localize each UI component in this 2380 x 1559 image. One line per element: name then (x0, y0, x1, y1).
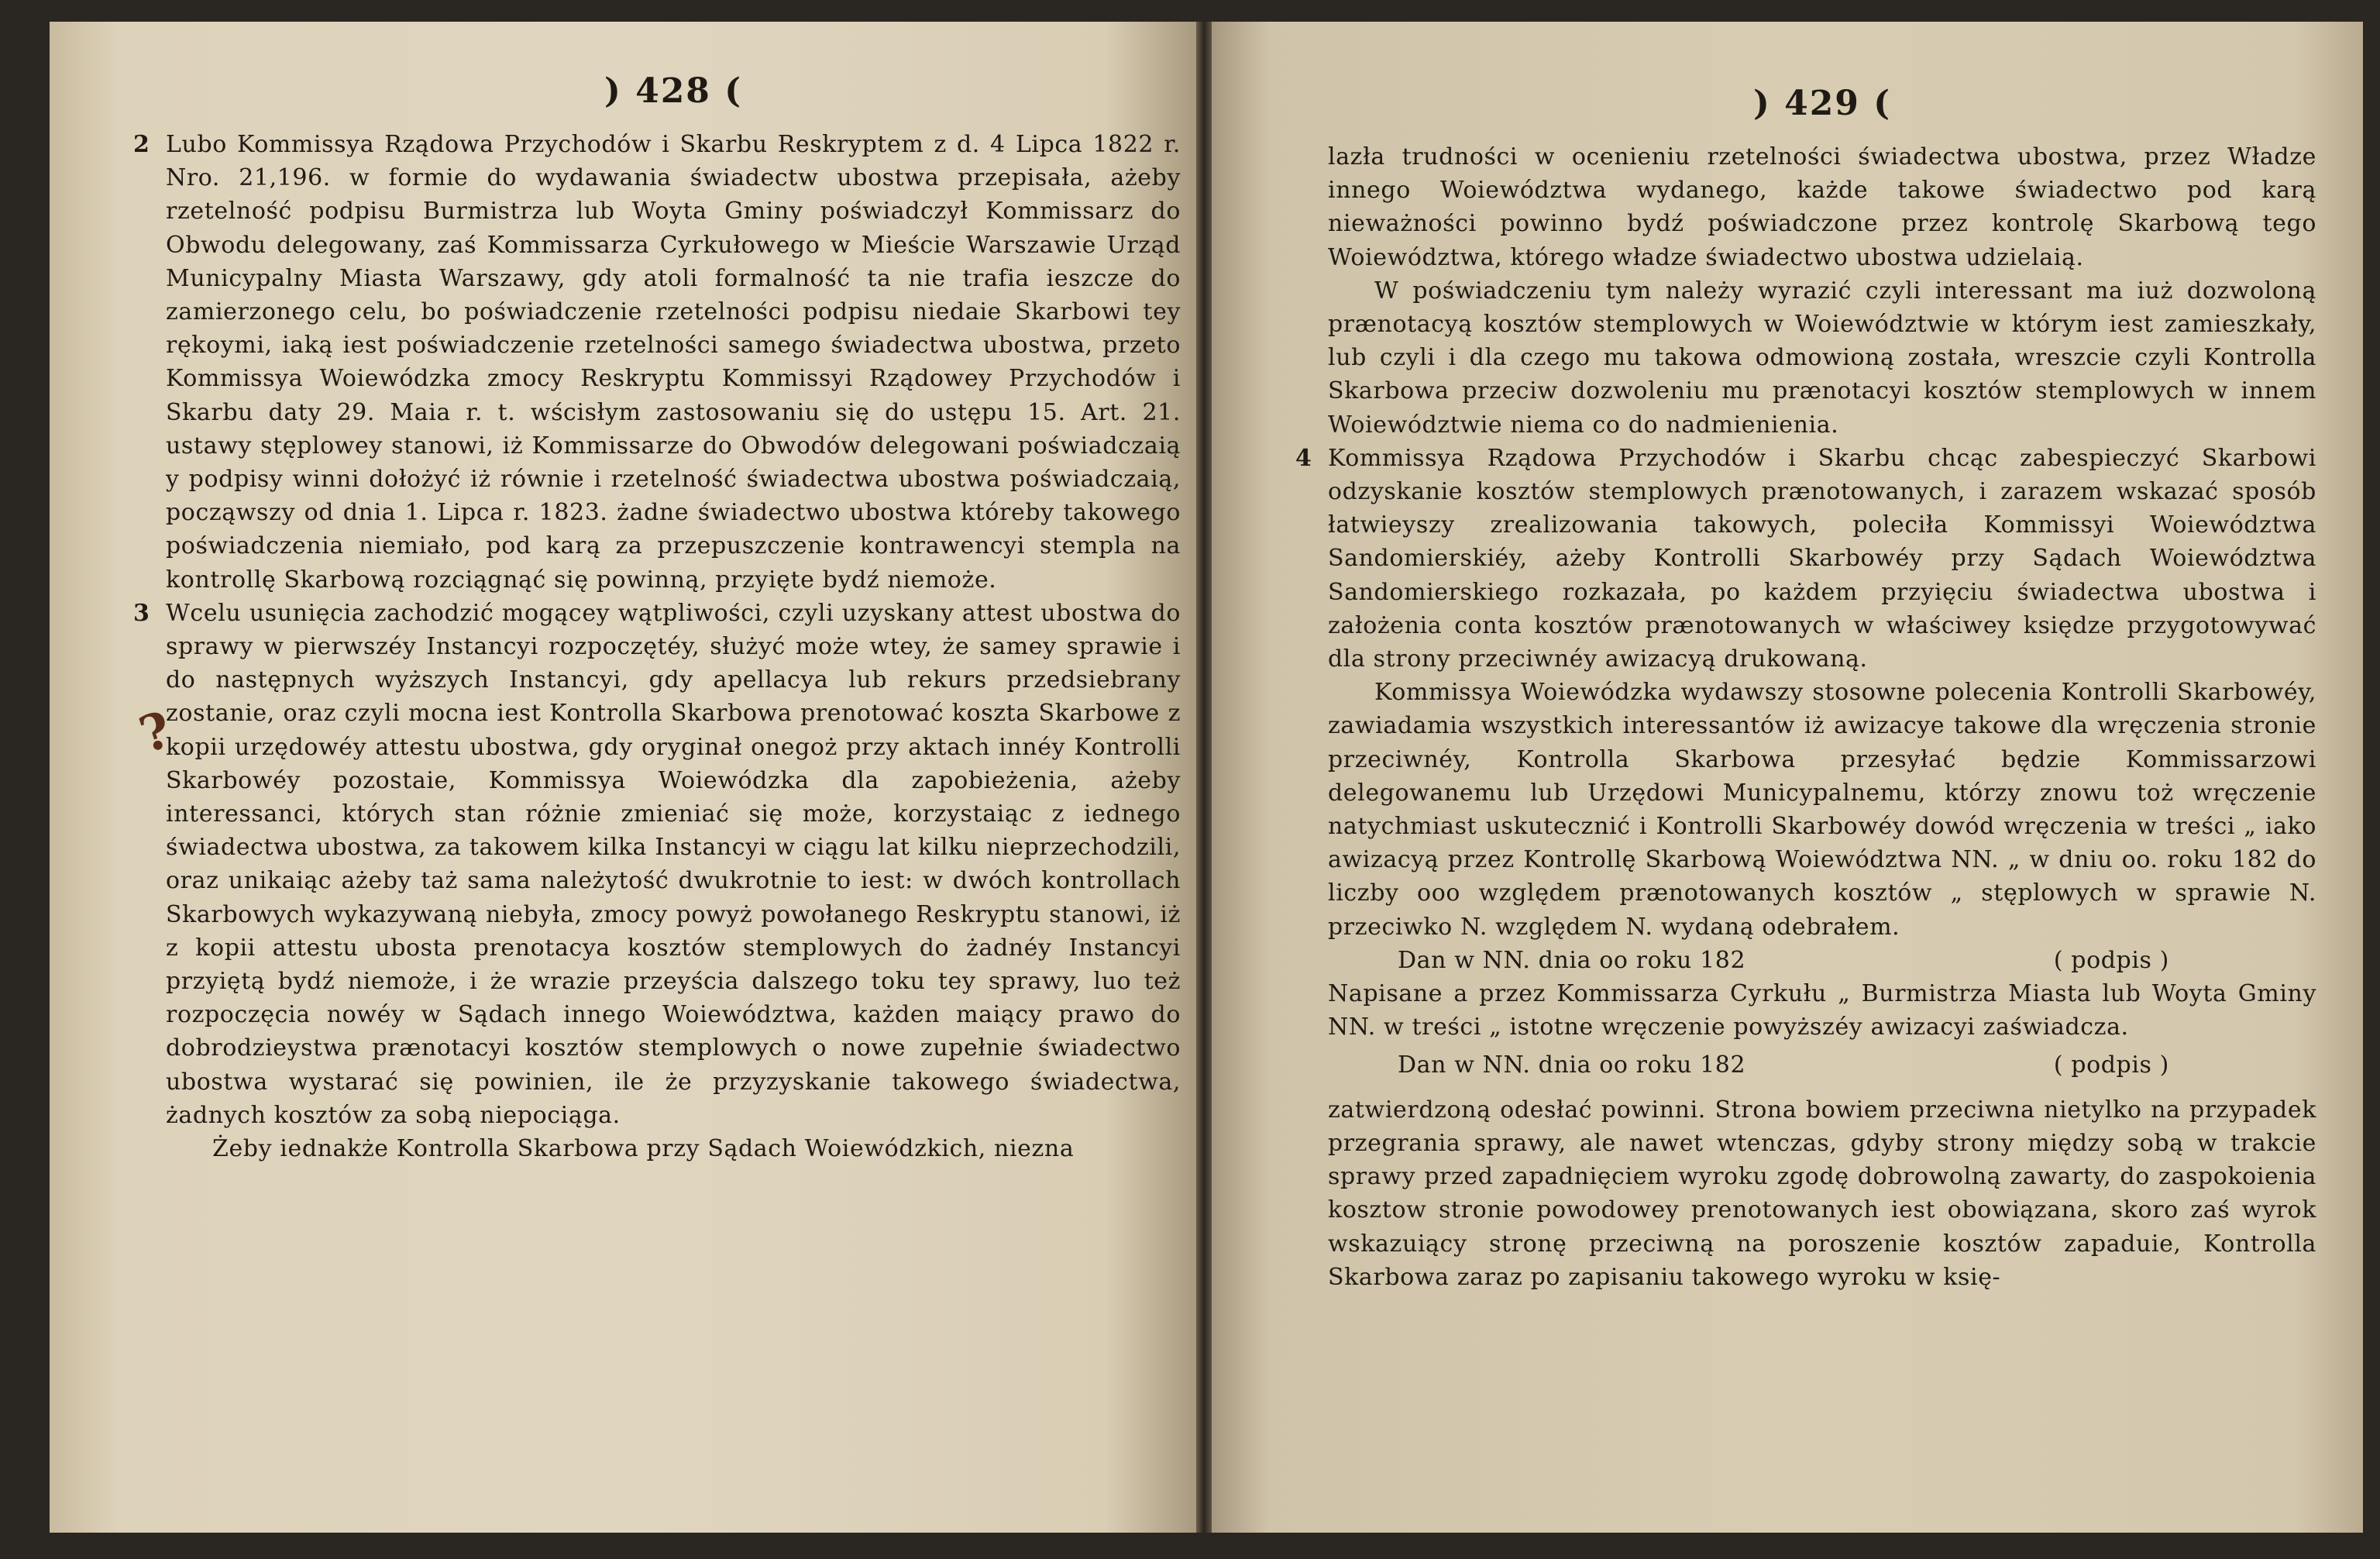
left-page (50, 22, 1196, 1533)
date-line: Dan w NN. dnia oo roku 182 (1398, 946, 1746, 974)
paragraph-number: 3 (133, 599, 150, 627)
paragraph (1295, 442, 2316, 676)
paragraph (166, 1132, 1181, 1165)
paragraph-number: 2 (133, 131, 150, 158)
right-page (1212, 22, 2363, 1533)
page-number: ) 428 ( (604, 71, 743, 111)
book-gutter (1196, 22, 1212, 1533)
paragraph (1328, 977, 2316, 1044)
paragraph (1328, 274, 2316, 442)
paragraph (133, 597, 1181, 1132)
signature-line (1328, 944, 2316, 977)
right-page-text (1295, 140, 2316, 1294)
paragraph (133, 128, 1181, 597)
paragraph-number: 4 (1295, 444, 1312, 472)
paragraph-text: Żeby iednakże Kontrolla Skarbowa przy Sądach Woiewódzkich, niezna (212, 1135, 1075, 1163)
paragraph (1328, 1093, 2316, 1294)
paragraph-text: W poświadczeniu tym należy wyrazić czyli interessant ma iuż dozwoloną prænotacyą kosztów stemplowych w Woiewództwie w którym iest zamieszkały, lub czyli i dla czego mu takowa odmowioną została, wreszcie czyli Kontrolla Skarbowa przeciw dozwoleniu mu prænotacyi kosztów stemplowych w innem Woiewództwie niema co do nadmienienia. (1328, 277, 2316, 439)
page-number: ) 429 ( (1752, 84, 1892, 123)
date-line: Dan w NN. dnia oo roku 182 (1398, 1051, 1746, 1079)
paragraph (1328, 140, 2316, 274)
paragraph-text: Kommissya Woiewódzka wydawszy stosowne polecenia Kontrolli Skarbowéy, zawiadamia wszystkich interessantów iż awizacye takowe dla wręczenia stronie przeciwnéy, Kontrolla Skarbowa przesyłać będzie Kommissarzowi delegowanemu lub Urzędowi Municypalnemu, którzy znowu toż wręczenie natychmiast uskutecznić i Kontrolli Skarbowéy dowód wręczenia w treści „ iako awizacyą przez Kontrollę Skarbową Woiewództwa NN. „ w dniu oo. roku 182 do liczby ooo względem prænotowanych kosztów „ stęplowych w sprawie N. przeciwko N. względem N. wydaną odebrałem. (1328, 679, 2316, 941)
handwritten-mark: ? (132, 700, 179, 765)
signature-placeholder: ( podpis ) (2053, 1051, 2169, 1079)
book-spread (50, 22, 2363, 1533)
paragraph (1328, 676, 2316, 944)
paragraph-text: lazła trudności w ocenieniu rzetelności świadectwa ubostwa, przez Władze innego Woiewództwa wydanego, każde takowe świadectwo pod karą nieważności powinno bydź poświadczone przez kontrolę Skarbową tego Woiewództwa, którego władze świadectwo ubostwa udzielaią. (1328, 143, 2316, 271)
paragraph-text: Napisane a przez Kommissarza Cyrkułu „ Burmistrza Miasta lub Woyta Gminy NN. w treści „ istotne wręczenie powyższéy awizacyi zaświadcza. (1328, 980, 2316, 1041)
paragraph-text: Lubo Kommissya Rządowa Przychodów i Skarbu Reskryptem z d. 4 Lipca 1822 r. Nro. 21,196. w formie do wydawania świadectw ubostwa przepisała, ażeby rzetelność podpisu Burmistrza lub Woyta Gminy poświadczył Kommissarz do Obwodu delegowany, zaś Kommissarza Cyrkułowego w Mieście Warszawie Urząd Municypalny Miasta Warszawy, gdy atoli formalność ta nie trafia ieszcze do zamierzonego celu, bo poświadczenie rzetelności podpisu niedaie Skarbowi tey rękoymi, iaką iest poświadczenie rzetelności samego świadectwa ubostwa, przeto Kommissya Woiewódzka zmocy Reskryptu Kommissyi Rządowey Przychodów i Skarbu daty 29. Maia r. t. wścisłym zastosowaniu się do ustępu 15. Art. 21. ustawy stęplowey stanowi, iż Kommissarze do Obwodów delegowani poświadczaią y podpisy winni dołożyć iż równie i rzetelność świadectwa ubostwa poświadczaią, począwszy od dnia 1. Lipca r. 1823. żadne świadectwo ubostwa któreby takowego poświadczenia niemiało, pod karą za przepuszczenie kontrawencyi stempla na kontrollę Skarbową rozciągnąć się powinną, przyięte bydź niemoże. (166, 131, 1181, 594)
paragraph-text: Kommissya Rządowa Przychodów i Skarbu chcąc zabespieczyć Skarbowi odzyskanie kosztów stemplowych prænotowanych, i zarazem wskazać sposób łatwieyszy zrealizowania takowych, poleciła Kommissyi Woiewództwa Sandomierskiéy, ażeby Kontrolli Skarbowéy przy Sądach Woiewództwa Sandomierskiego rozkazała, po każdem przyięciu świadectwa ubostwa i założenia conta kosztów prænotowanych w właściwey księdze przygotowywać dla strony przeciwnéy awizacyą drukowaną. (1328, 444, 2316, 673)
signature-placeholder: ( podpis ) (2053, 946, 2169, 974)
signature-line (1328, 1048, 2316, 1082)
left-page-text (133, 128, 1181, 1165)
paragraph-text: zatwierdzoną odesłać powinni. Strona bowiem przeciwna nietylko na przypadek przegrania sprawy, ale nawet wtenczas, gdyby strony między sobą w trakcie sprawy przed zapadnięciem wyroku zgodę dobrowolną zawarty, do zaspokoienia kosztow stronie powodowey prenotowanych iest obowiązana, skoro zaś wyrok wskazuiący stronę przeciwną na poroszenie kosztów zapaduie, Kontrolla Skarbowa zaraz po zapisaniu takowego wyroku w księ- (1328, 1096, 2316, 1291)
paragraph-text: Wcelu usunięcia zachodzić mogącey wątpliwości, czyli uzyskany attest ubostwa do sprawy w pierwszéy Instancyi rozpoczętéy, służyć może wtey, że samey sprawie i do następnych wyższych Instancyi, gdy apellacya lub rekurs przedsiebrany zostanie, oraz czyli mocna iest Kontrolla Skarbowa prenotować koszta Skarbowe z kopii urzędowéy attestu ubostwa, gdy oryginał onegoż przy aktach innéy Kontrolli Skarbowéy pozostaie, Kommissya Woiewódzka dla zapobieżenia, ażeby interessanci, których stan różnie zmieniać się może, korzystaiąc z iednego świadectwa ubostwa, za takowem kilka Instancyi w ciągu lat kilku nieprzechodzili, oraz unikaiąc ażeby taż sama należytość dwukrotnie to iest: w dwóch kontrollach Skarbowych wykazywaną niebyła, zmocy powyż powołanego Reskryptu stanowi, iż z kopii attestu ubosta prenotacya kosztów stemplowych do żadnéy Instancyi przyiętą bydź niemoże, i że wrazie przeyścia dalszego toku tey sprawy, luo też rozpoczęcia nowéy w Sądach innego Woiewództwa, każden maiący prawo do dobrodzieystwa prænotacyi kosztów stemplowych o nowe zupełnie świadectwo ubostwa wystarać się powinien, ile że przyzyskanie takowego świadectwa, żadnych kosztów za sobą niepociąga. (166, 599, 1181, 1129)
